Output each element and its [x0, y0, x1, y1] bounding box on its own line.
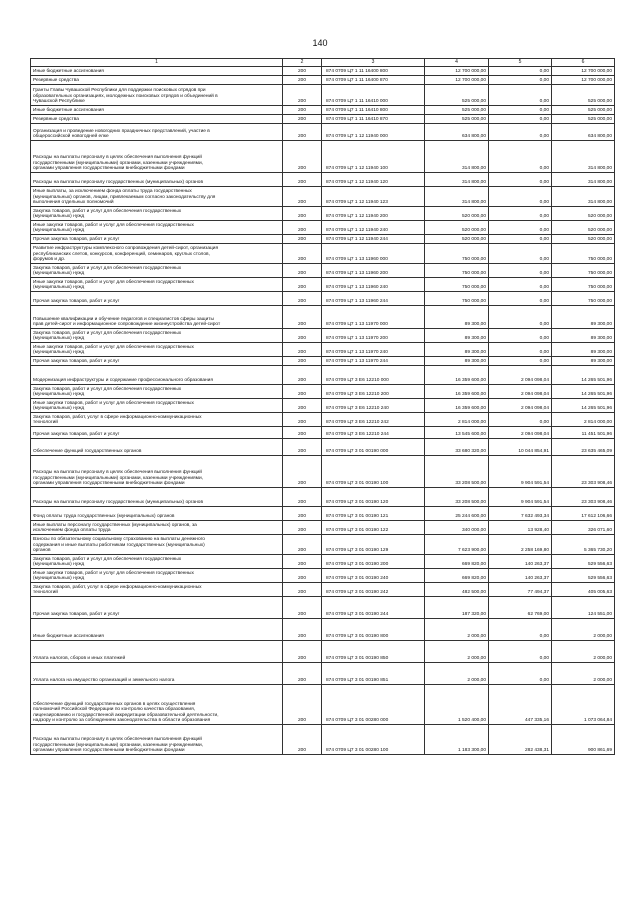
row-plan-cell: 314 800,00	[425, 187, 489, 207]
row-plan-cell: 13 545 600,00	[425, 427, 489, 439]
table-row	[31, 141, 615, 173]
row-code-cell: 874 0709 Ц7 3 01 00190 800	[322, 619, 425, 641]
row-plan-cell: 634 800,00	[425, 124, 489, 141]
row-grbs-cell: 200	[283, 106, 322, 115]
table-row	[31, 413, 615, 427]
row-total-cell: 89 300,00	[552, 343, 615, 357]
column-header: 1	[31, 59, 283, 67]
row-change-cell: 447 335,16	[489, 685, 552, 725]
header-row	[31, 59, 615, 67]
row-plan-cell: 2 000,00	[425, 641, 489, 663]
row-grbs-cell: 200	[283, 67, 322, 76]
row-name-cell: Закупка товаров, работ, услуг в сфере информационно-коммуникационных технологий	[31, 413, 283, 427]
row-name-cell: Модернизация инфраструктуры и содержание профессионального образования	[31, 366, 283, 385]
table-row	[31, 115, 615, 124]
row-name-cell: Взносы по обязательному социальному страхованию на выплаты денежного содержания и иные выплаты работникам государственных (муниципальных) органов	[31, 535, 283, 555]
row-total-cell: 525 000,00	[552, 115, 615, 124]
row-change-cell: 0,00	[489, 306, 552, 329]
row-change-cell: 2 094 098,04	[489, 427, 552, 439]
row-grbs-cell: 200	[283, 399, 322, 413]
table-row	[31, 597, 615, 619]
row-name-cell: Обеспечение функций государственных органов	[31, 439, 283, 456]
row-plan-cell: 12 700 000,00	[425, 76, 489, 85]
row-code-cell: 874 0709 Ц7 1 11 16410 870	[322, 115, 425, 124]
table-row	[31, 535, 615, 555]
row-name-cell: Уплата налогов, сборов и иных платежей	[31, 641, 283, 663]
row-name-cell: Иные закупки товаров, работ и услуг для обеспечения государственных (муниципальных) нужд	[31, 278, 283, 292]
row-total-cell: 14 265 501,96	[552, 366, 615, 385]
row-grbs-cell: 200	[283, 597, 322, 619]
row-name-cell: Резервные средства	[31, 115, 283, 124]
row-change-cell: 0,00	[489, 278, 552, 292]
row-grbs-cell: 200	[283, 264, 322, 278]
table-row	[31, 439, 615, 456]
table-row	[31, 569, 615, 583]
row-total-cell: 314 800,00	[552, 173, 615, 187]
row-plan-cell: 12 700 000,00	[425, 67, 489, 76]
row-grbs-cell: 200	[283, 439, 322, 456]
row-change-cell: 0,00	[489, 413, 552, 427]
table-row	[31, 663, 615, 685]
row-name-cell: Закупка товаров, работ и услуг для обеспечения государственных (муниципальных) нужд	[31, 385, 283, 399]
row-code-cell: 874 0709 Ц7 1 13 11970 200	[322, 329, 425, 343]
row-total-cell: 750 000,00	[552, 278, 615, 292]
table-row	[31, 124, 615, 141]
row-change-cell: 7 632 493,34	[489, 507, 552, 521]
table-row	[31, 173, 615, 187]
budget-table	[30, 58, 615, 755]
row-grbs-cell: 200	[283, 187, 322, 207]
row-total-cell: 89 300,00	[552, 357, 615, 366]
row-change-cell: 77 494,37	[489, 583, 552, 597]
row-code-cell: 874 0709 Ц7 1 13 11970 244	[322, 357, 425, 366]
row-name-cell: Закупка товаров, работ, услуг в сфере информационно-коммуникационных технологий	[31, 583, 283, 597]
table-row	[31, 292, 615, 306]
table-body	[31, 67, 615, 755]
row-total-cell: 23 303 908,46	[552, 488, 615, 507]
row-name-cell: Иные бюджетные ассигнования	[31, 67, 283, 76]
row-code-cell: 874 0709 Ц7 1 12 11940 244	[322, 235, 425, 244]
row-change-cell: 0,00	[489, 115, 552, 124]
row-grbs-cell: 200	[283, 507, 322, 521]
row-grbs-cell: 200	[283, 292, 322, 306]
table-row	[31, 85, 615, 106]
row-code-cell: 874 0709 Ц7 1 13 11960 244	[322, 292, 425, 306]
row-grbs-cell: 200	[283, 535, 322, 555]
row-name-cell: Повышение квалификации и обучение педагогов и специалистов сферы защиты прав детей-сирот и информационное сопровождение жизнеустройства детей-сирот	[31, 306, 283, 329]
table-row	[31, 725, 615, 755]
row-change-cell: 0,00	[489, 141, 552, 173]
row-name-cell: Расходы на выплаты персоналу в целях обеспечения выполнения функций государственными (муниципальными) органами, казенными учреждениями, органами управления государственными внебюджетными фондами	[31, 725, 283, 755]
row-change-cell: 0,00	[489, 76, 552, 85]
row-name-cell: Резервные средства	[31, 76, 283, 85]
row-grbs-cell: 200	[283, 221, 322, 235]
row-code-cell: 874 0709 Ц7 3 01 00190 000	[322, 439, 425, 456]
row-total-cell: 314 800,00	[552, 141, 615, 173]
row-plan-cell: 2 000,00	[425, 663, 489, 685]
row-grbs-cell: 200	[283, 115, 322, 124]
row-grbs-cell: 200	[283, 725, 322, 755]
row-plan-cell: 33 680 320,00	[425, 439, 489, 456]
row-total-cell: 17 612 106,66	[552, 507, 615, 521]
row-code-cell: 874 0709 Ц7 1 12 11940 123	[322, 187, 425, 207]
row-change-cell: 0,00	[489, 207, 552, 221]
row-total-cell: 314 800,00	[552, 187, 615, 207]
row-code-cell: 874 0709 Ц7 1 11 16400 800	[322, 67, 425, 76]
row-change-cell: 2 094 098,04	[489, 366, 552, 385]
row-grbs-cell: 200	[283, 124, 322, 141]
row-change-cell: 2 094 098,04	[489, 385, 552, 399]
table-row	[31, 106, 615, 115]
row-name-cell: Гранты Главы Чувашской Республики для поддержки поисковых отрядов при образовательных организациях, молодежных поисковых отрядов и объединений в Чувашской Республике	[31, 85, 283, 106]
row-name-cell: Иные бюджетные ассигнования	[31, 106, 283, 115]
row-plan-cell: 520 000,00	[425, 235, 489, 244]
row-total-cell: 750 000,00	[552, 292, 615, 306]
row-name-cell: Прочая закупка товаров, работ и услуг	[31, 597, 283, 619]
row-change-cell: 0,00	[489, 357, 552, 366]
row-code-cell: 874 0709 Ц7 3 Е6 12210 244	[322, 427, 425, 439]
row-total-cell: 2 000,00	[552, 619, 615, 641]
row-grbs-cell: 200	[283, 173, 322, 187]
page-number: 140	[312, 38, 328, 48]
row-change-cell: 0,00	[489, 221, 552, 235]
row-grbs-cell: 200	[283, 329, 322, 343]
row-code-cell: 874 0709 Ц7 1 12 11940 100	[322, 141, 425, 173]
row-name-cell: Фонд оплаты труда государственных (муниципальных) органов	[31, 507, 283, 521]
row-name-cell: Иные выплаты, за исключением фонда оплаты труда государственных (муниципальных) органов, лицам, привлекаемым согласно законодательству для выполнения отдельных полномочий	[31, 187, 283, 207]
row-name-cell: Расходы на выплаты персоналу в целях обеспечения выполнения функций государственными (муниципальными) органами, казенными учреждениями, органами управления государственными внебюджетными фондами	[31, 456, 283, 488]
row-name-cell: Прочая закупка товаров, работ и услуг	[31, 357, 283, 366]
table-row	[31, 619, 615, 641]
row-total-cell: 520 000,00	[552, 221, 615, 235]
row-change-cell: 2 258 169,80	[489, 535, 552, 555]
row-total-cell: 11 451 501,96	[552, 427, 615, 439]
row-name-cell: Иные закупки товаров, работ и услуг для обеспечения государственных (муниципальных) нужд	[31, 221, 283, 235]
row-plan-cell: 89 300,00	[425, 329, 489, 343]
row-name-cell: Иные закупки товаров, работ и услуг для обеспечения государственных (муниципальных) нужд	[31, 399, 283, 413]
row-total-cell: 89 300,00	[552, 306, 615, 329]
row-code-cell: 874 0709 Ц7 1 13 11960 000	[322, 244, 425, 264]
row-change-cell: 9 904 591,54	[489, 488, 552, 507]
row-total-cell: 525 000,00	[552, 106, 615, 115]
row-total-cell: 12 700 000,00	[552, 67, 615, 76]
row-total-cell: 14 265 501,96	[552, 399, 615, 413]
row-grbs-cell: 200	[283, 427, 322, 439]
row-code-cell: 874 0709 Ц7 1 11 16410 000	[322, 85, 425, 106]
row-name-cell: Иные выплаты персоналу государственных (муниципальных) органов, за исключением фонда оплаты труда	[31, 521, 283, 535]
table-row	[31, 357, 615, 366]
row-code-cell: 874 0709 Ц7 1 12 11940 200	[322, 207, 425, 221]
row-plan-cell: 750 000,00	[425, 278, 489, 292]
row-plan-cell: 1 183 300,00	[425, 725, 489, 755]
column-header: 2	[283, 59, 322, 67]
row-change-cell: 0,00	[489, 663, 552, 685]
row-change-cell: 0,00	[489, 187, 552, 207]
row-code-cell: 874 0709 Ц7 3 01 00190 122	[322, 521, 425, 535]
row-grbs-cell: 200	[283, 357, 322, 366]
row-change-cell: 0,00	[489, 343, 552, 357]
column-header: 4	[425, 59, 489, 67]
row-code-cell: 874 0709 Ц7 3 Е6 12210 200	[322, 385, 425, 399]
row-change-cell: 13 928,40	[489, 521, 552, 535]
table-row	[31, 76, 615, 85]
row-change-cell: 0,00	[489, 264, 552, 278]
row-change-cell: 0,00	[489, 329, 552, 343]
table-row	[31, 329, 615, 343]
row-grbs-cell: 200	[283, 456, 322, 488]
row-plan-cell: 33 208 500,00	[425, 456, 489, 488]
row-name-cell: Иные закупки товаров, работ и услуг для обеспечения государственных (муниципальных) нужд	[31, 343, 283, 357]
row-total-cell: 23 303 908,46	[552, 456, 615, 488]
row-name-cell: Обеспечение функций государственных органов в целях осуществления полномочий Российской Федерации по контролю качества образования, лицензированию и государственной аккредитации образовательной деятельности, надзору и контролю за соблюдением законодательства в области образования	[31, 685, 283, 725]
row-change-cell: 10 044 854,91	[489, 439, 552, 456]
table-row	[31, 187, 615, 207]
row-code-cell: 874 0709 Ц7 3 01 00190 200	[322, 555, 425, 569]
column-header: 6	[552, 59, 615, 67]
row-code-cell: 874 0709 Ц7 3 Е6 12210 240	[322, 399, 425, 413]
row-grbs-cell: 200	[283, 569, 322, 583]
row-grbs-cell: 200	[283, 385, 322, 399]
row-change-cell: 0,00	[489, 244, 552, 264]
row-total-cell: 2 000,00	[552, 663, 615, 685]
row-change-cell: 0,00	[489, 641, 552, 663]
row-code-cell: 874 0709 Ц7 3 Е6 12210 000	[322, 366, 425, 385]
table-row	[31, 343, 615, 357]
row-code-cell: 874 0709 Ц7 3 Е6 12210 242	[322, 413, 425, 427]
table-row	[31, 427, 615, 439]
table-row	[31, 366, 615, 385]
row-code-cell: 874 0709 Ц7 3 01 00190 850	[322, 641, 425, 663]
table-row	[31, 399, 615, 413]
row-plan-cell: 525 000,00	[425, 106, 489, 115]
row-name-cell: Расходы на выплаты персоналу в целях обеспечения выполнения функций государственными (муниципальными) органами, казенными учреждениями, органами управления государственными внебюджетными фондами	[31, 141, 283, 173]
table-row	[31, 244, 615, 264]
row-change-cell: 0,00	[489, 106, 552, 115]
row-total-cell: 124 551,00	[552, 597, 615, 619]
row-change-cell: 140 263,37	[489, 569, 552, 583]
column-header: 3	[322, 59, 425, 67]
row-plan-cell: 16 359 600,00	[425, 399, 489, 413]
table-row	[31, 207, 615, 221]
row-plan-cell: 314 800,00	[425, 141, 489, 173]
row-grbs-cell: 200	[283, 141, 322, 173]
row-total-cell: 5 365 730,20	[552, 535, 615, 555]
row-plan-cell: 7 623 900,00	[425, 535, 489, 555]
row-name-cell: Организация и проведение новогодних праздничных представлений, участие в общероссийской новогодней елке	[31, 124, 283, 141]
row-change-cell: 0,00	[489, 173, 552, 187]
row-code-cell: 874 0709 Ц7 1 13 11960 200	[322, 264, 425, 278]
row-total-cell: 750 000,00	[552, 244, 615, 264]
row-plan-cell: 520 000,00	[425, 221, 489, 235]
row-grbs-cell: 200	[283, 555, 322, 569]
row-code-cell: 874 0709 Ц7 1 11 16410 800	[322, 106, 425, 115]
table-row	[31, 456, 615, 488]
row-total-cell: 900 861,69	[552, 725, 615, 755]
row-total-cell: 1 073 064,84	[552, 685, 615, 725]
row-change-cell: 0,00	[489, 235, 552, 244]
table-row	[31, 583, 615, 597]
row-plan-cell: 525 000,00	[425, 115, 489, 124]
row-grbs-cell: 200	[283, 521, 322, 535]
row-total-cell: 529 556,63	[552, 569, 615, 583]
row-change-cell: 2 094 098,04	[489, 399, 552, 413]
row-total-cell: 14 265 501,96	[552, 385, 615, 399]
row-grbs-cell: 200	[283, 343, 322, 357]
row-code-cell: 874 0709 Ц7 3 01 00190 120	[322, 488, 425, 507]
row-plan-cell: 16 359 600,00	[425, 366, 489, 385]
row-grbs-cell: 200	[283, 76, 322, 85]
row-code-cell: 874 0709 Ц7 3 01 00280 000	[322, 685, 425, 725]
row-code-cell: 874 0709 Ц7 3 01 00190 242	[322, 583, 425, 597]
row-grbs-cell: 200	[283, 413, 322, 427]
row-name-cell: Иные бюджетные ассигнования	[31, 619, 283, 641]
table-row	[31, 385, 615, 399]
row-change-cell: 9 904 591,54	[489, 456, 552, 488]
row-grbs-cell: 200	[283, 663, 322, 685]
row-name-cell: Прочая закупка товаров, работ и услуг	[31, 235, 283, 244]
row-name-cell: Иные закупки товаров, работ и услуг для обеспечения государственных (муниципальных) нужд	[31, 569, 283, 583]
row-plan-cell: 314 800,00	[425, 173, 489, 187]
row-plan-cell: 669 820,00	[425, 555, 489, 569]
row-plan-cell: 89 300,00	[425, 357, 489, 366]
row-code-cell: 874 0709 Ц7 1 11 16400 870	[322, 76, 425, 85]
row-plan-cell: 669 820,00	[425, 569, 489, 583]
row-change-cell: 62 769,00	[489, 597, 552, 619]
row-grbs-cell: 200	[283, 641, 322, 663]
row-code-cell: 874 0709 Ц7 3 01 00190 121	[322, 507, 425, 521]
row-code-cell: 874 0709 Ц7 1 13 11960 240	[322, 278, 425, 292]
table-row	[31, 507, 615, 521]
row-total-cell: 89 300,00	[552, 329, 615, 343]
row-grbs-cell: 200	[283, 306, 322, 329]
row-code-cell: 874 0709 Ц7 1 12 11940 000	[322, 124, 425, 141]
row-plan-cell: 2 814 000,00	[425, 413, 489, 427]
row-name-cell: Прочая закупка товаров, работ и услуг	[31, 427, 283, 439]
row-plan-cell: 89 300,00	[425, 343, 489, 357]
table-row	[31, 306, 615, 329]
column-header: 5	[489, 59, 552, 67]
row-plan-cell: 525 000,00	[425, 85, 489, 106]
row-name-cell: Закупка товаров, работ и услуг для обеспечения государственных (муниципальных) нужд	[31, 207, 283, 221]
row-total-cell: 23 635 465,09	[552, 439, 615, 456]
table-row	[31, 278, 615, 292]
table-row	[31, 67, 615, 76]
row-total-cell: 525 000,00	[552, 85, 615, 106]
row-change-cell: 140 263,37	[489, 555, 552, 569]
row-plan-cell: 750 000,00	[425, 292, 489, 306]
row-code-cell: 874 0709 Ц7 1 12 11940 120	[322, 173, 425, 187]
row-change-cell: 0,00	[489, 85, 552, 106]
row-name-cell: Расходы на выплаты персоналу государственных (муниципальных) органов	[31, 488, 283, 507]
row-code-cell: 874 0709 Ц7 1 13 11970 240	[322, 343, 425, 357]
row-plan-cell: 750 000,00	[425, 244, 489, 264]
row-code-cell: 874 0709 Ц7 3 01 00190 851	[322, 663, 425, 685]
row-change-cell: 0,00	[489, 292, 552, 306]
row-grbs-cell: 200	[283, 488, 322, 507]
table-row	[31, 555, 615, 569]
row-plan-cell: 16 359 600,00	[425, 385, 489, 399]
table-row	[31, 264, 615, 278]
row-total-cell: 2 000,00	[552, 641, 615, 663]
row-total-cell: 634 800,00	[552, 124, 615, 141]
row-code-cell: 874 0709 Ц7 3 01 00190 129	[322, 535, 425, 555]
row-plan-cell: 750 000,00	[425, 264, 489, 278]
row-name-cell: Прочая закупка товаров, работ и услуг	[31, 292, 283, 306]
row-total-cell: 520 000,00	[552, 235, 615, 244]
row-grbs-cell: 200	[283, 278, 322, 292]
row-plan-cell: 33 208 500,00	[425, 488, 489, 507]
row-name-cell: Закупка товаров, работ и услуг для обеспечения государственных (муниципальных) нужд	[31, 555, 283, 569]
row-name-cell: Уплата налога на имущество организаций и земельного налога	[31, 663, 283, 685]
row-plan-cell: 187 320,00	[425, 597, 489, 619]
row-plan-cell: 482 500,00	[425, 583, 489, 597]
row-plan-cell: 520 000,00	[425, 207, 489, 221]
row-code-cell: 874 0709 Ц7 3 01 00190 100	[322, 456, 425, 488]
row-plan-cell: 1 520 400,00	[425, 685, 489, 725]
row-change-cell: 0,00	[489, 619, 552, 641]
row-grbs-cell: 200	[283, 685, 322, 725]
row-total-cell: 2 814 000,00	[552, 413, 615, 427]
table-row	[31, 221, 615, 235]
row-plan-cell: 89 300,00	[425, 306, 489, 329]
row-grbs-cell: 200	[283, 85, 322, 106]
row-change-cell: 0,00	[489, 67, 552, 76]
row-code-cell: 874 0709 Ц7 1 13 11970 000	[322, 306, 425, 329]
row-plan-cell: 25 244 600,00	[425, 507, 489, 521]
row-grbs-cell: 200	[283, 583, 322, 597]
row-name-cell: Развитие инфраструктуры комплексного сопровождения детей-сирот, организация республиканских слетов, конкурсов, конференций, семинаров, круглых столов, форумов и др.	[31, 244, 283, 264]
row-change-cell: 282 438,31	[489, 725, 552, 755]
table-row	[31, 521, 615, 535]
row-total-cell: 326 071,60	[552, 521, 615, 535]
row-total-cell: 750 000,00	[552, 264, 615, 278]
row-code-cell: 874 0709 Ц7 1 12 11940 240	[322, 221, 425, 235]
table-row	[31, 685, 615, 725]
row-grbs-cell: 200	[283, 619, 322, 641]
row-grbs-cell: 200	[283, 244, 322, 264]
row-total-cell: 12 700 000,00	[552, 76, 615, 85]
row-grbs-cell: 200	[283, 235, 322, 244]
table-row	[31, 488, 615, 507]
row-name-cell: Закупка товаров, работ и услуг для обеспечения государственных (муниципальных) нужд	[31, 264, 283, 278]
table-row	[31, 235, 615, 244]
row-change-cell: 0,00	[489, 124, 552, 141]
row-total-cell: 405 005,63	[552, 583, 615, 597]
row-code-cell: 874 0709 Ц7 3 01 00190 244	[322, 597, 425, 619]
table-row	[31, 641, 615, 663]
row-plan-cell: 2 000,00	[425, 619, 489, 641]
row-grbs-cell: 200	[283, 366, 322, 385]
row-total-cell: 529 556,63	[552, 555, 615, 569]
row-name-cell: Закупка товаров, работ и услуг для обеспечения государственных (муниципальных) нужд	[31, 329, 283, 343]
row-name-cell: Расходы на выплаты персоналу государственных (муниципальных) органов	[31, 173, 283, 187]
row-plan-cell: 340 000,00	[425, 521, 489, 535]
row-total-cell: 520 000,00	[552, 207, 615, 221]
row-code-cell: 874 0709 Ц7 3 01 00280 100	[322, 725, 425, 755]
row-grbs-cell: 200	[283, 207, 322, 221]
row-code-cell: 874 0709 Ц7 3 01 00190 240	[322, 569, 425, 583]
